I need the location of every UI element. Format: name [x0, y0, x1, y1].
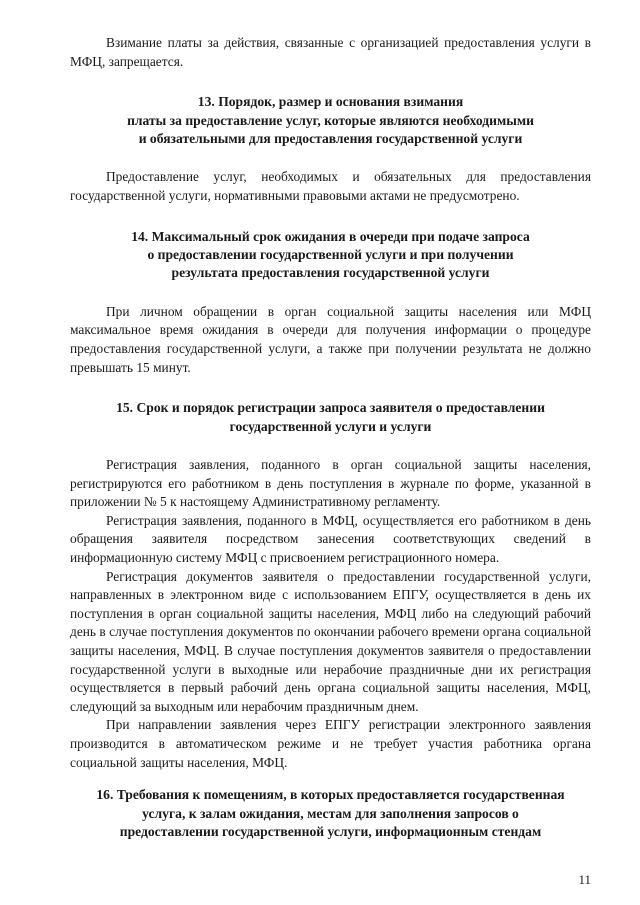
section-15-paragraph: Регистрация заявления, поданного в МФЦ, осуществляется его работником в день обращения заявителя посредством занесения соответствующих сведений в информационную систему МФЦ с присвоением регистрационного номера.	[70, 512, 591, 565]
heading-line: результата предоставления государственной услуги	[171, 265, 490, 281]
heading-line: 13. Порядок, размер и основания взимания	[197, 94, 464, 110]
section-15-paragraph: Регистрация документов заявителя о предоставлении государственной услуги, направленных в электронном виде с использованием ЕПГУ, осуществляется в день их поступления в орган социальной защиты населения, МФЦ либо на следующий рабочий день в случае поступления документов по окончании рабочего времени органа социальной защиты населения, МФЦ. В случае поступления документов заявителя о предоставлении государственной услуги в выходные или нерабочие праздничные дни их регистрация осуществляется в первый рабочий день органа социальной защиты населения, МФЦ, следующий за выходным или нерабочим праздничным днем.	[70, 568, 591, 714]
heading-line: 14. Максимальный срок ожидания в очереди при подаче запроса	[131, 228, 530, 244]
section-15-paragraph: Регистрация заявления, поданного в орган социальной защиты населения, регистрируются его работником в день поступления в журнале по форме, указанной в приложении № 5 к настоящему Административному регламенту.	[70, 457, 591, 510]
heading-line: государственной услуги и услуги	[229, 418, 432, 434]
paragraph-fee-prohibition: Взимание платы за действия, связанные с организацией предоставления услуги в МФЦ, запрещается.	[70, 35, 591, 69]
heading-line: о предоставлении государственной услуги и при получении	[147, 247, 514, 262]
page-number: 11	[578, 872, 591, 887]
heading-line: и обязательными для предоставления государственной услуги	[138, 131, 523, 146]
section-13-heading	[70, 93, 591, 148]
heading-line: 15. Срок и порядок регистрации запроса заявителя о предоставлении	[116, 400, 545, 416]
section-15-paragraph: При направлении заявления через ЕПГУ регистрации электронного заявления производится в автоматическом режиме и не требует участия работника органа социальной защиты населения, МФЦ.	[70, 717, 591, 770]
section-13-paragraph: Предоставление услуг, необходимых и обязательных для предоставления государственной услуги, нормативными правовыми актами не предусмотрено.	[70, 169, 591, 203]
heading-line: 16. Требования к помещениям, в которых предоставляется государственная	[96, 787, 565, 803]
heading-line: предоставлении государственной услуги, информационным стендам	[119, 823, 542, 839]
section-16-heading	[70, 786, 591, 841]
heading-line: услуга, к залам ожидания, местам для заполнения запросов о	[142, 805, 519, 821]
section-14-paragraph: При личном обращении в орган социальной защиты населения или МФЦ максимальное время ожидания в очереди для получения информации о процедуре предоставления государственной услуги, а также при получении результата не должно превышать 15 минут.	[70, 303, 591, 375]
heading-line: платы за предоставление услуг, которые являются необходимыми	[127, 112, 534, 128]
section-15-heading	[70, 399, 591, 436]
section-14-heading	[70, 228, 591, 283]
